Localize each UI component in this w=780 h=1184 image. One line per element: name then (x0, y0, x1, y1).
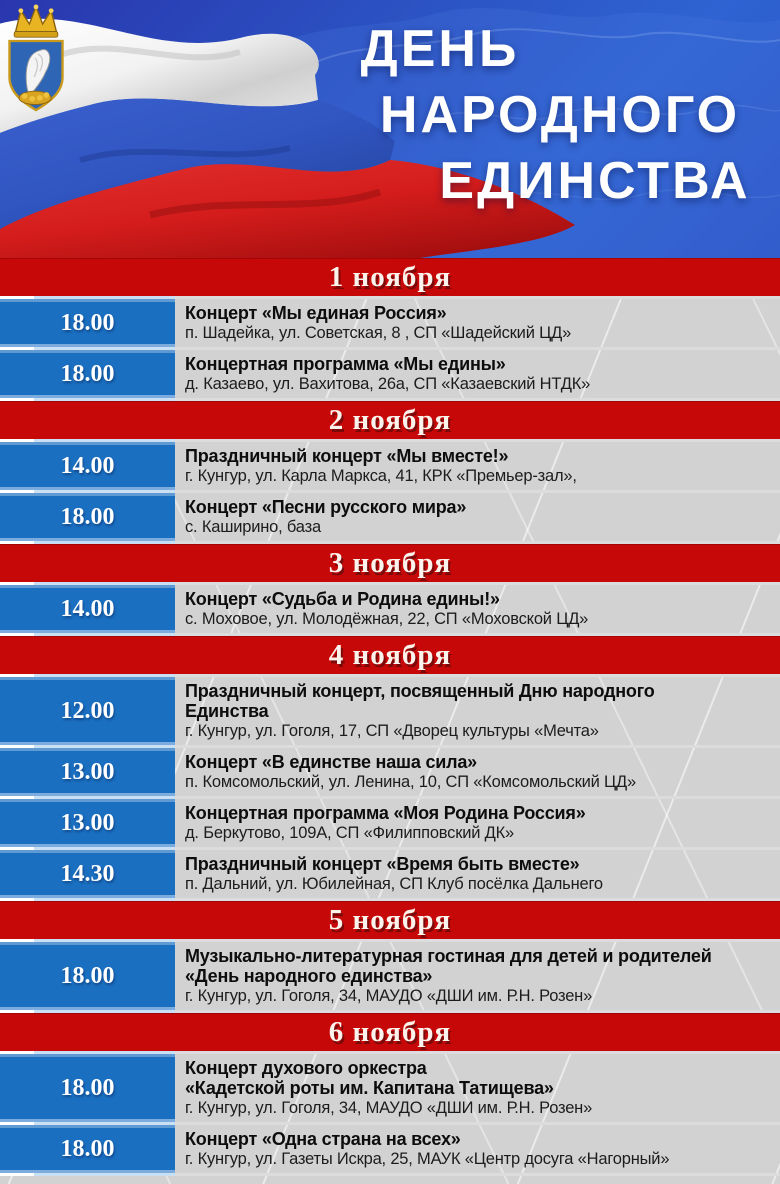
event-title: Концерт «Одна страна на всех» (185, 1129, 461, 1149)
event-time-badge (0, 493, 175, 541)
event-time: 18.00 (60, 503, 115, 530)
event-time-badge (0, 677, 175, 745)
event-details (175, 677, 780, 745)
event-row (0, 299, 780, 347)
event-title: Музыкально-литературная гостиная для детей и родителей «День народного единства» (185, 946, 712, 986)
event-time-badge (0, 850, 175, 898)
event-time-badge (0, 1125, 175, 1173)
event-title: Праздничный концерт «Время быть вместе» (185, 854, 580, 874)
day-date: 3 ноября (328, 547, 452, 579)
event-row (0, 442, 780, 490)
event-row (0, 1054, 780, 1122)
event-time: 14.00 (60, 452, 115, 479)
row-separator (0, 1173, 780, 1176)
title-line: ЕДИНСТВА (439, 152, 751, 210)
coat-of-arms-icon (0, 0, 72, 118)
day-banner (0, 636, 780, 674)
event-time: 18.00 (60, 309, 115, 336)
day-banner (0, 901, 780, 939)
event-title: Концертная программа «Моя Родина Россия» (185, 803, 586, 823)
event-row (0, 942, 780, 1010)
day-date: 2 ноября (328, 404, 452, 436)
event-location: п. Комсомольский, ул. Ленина, 10, СП «Комсомольский ЦД» (185, 773, 637, 791)
event-row (0, 748, 780, 796)
event-row (0, 850, 780, 898)
event-details (175, 942, 780, 1010)
event-details (175, 1125, 780, 1173)
event-time-badge (0, 942, 175, 1010)
event-details (175, 850, 780, 898)
event-details (175, 350, 780, 398)
event-title: Концертная программа «Мы едины» (185, 354, 506, 374)
day-date: 4 ноября (328, 639, 452, 671)
event-time: 18.00 (60, 1135, 115, 1162)
event-location: п. Дальний, ул. Юбилейная, СП Клуб посёлка Дальнего (185, 875, 603, 893)
event-time-badge (0, 1054, 175, 1122)
event-title: Концерт «Песни русского мира» (185, 497, 467, 517)
event-details (175, 585, 780, 633)
day-date: 5 ноября (328, 904, 452, 936)
event-title: Концерт «В единстве наша сила» (185, 752, 477, 772)
event-location: п. Шадейка, ул. Советская, 8 , СП «Шадейский ЦД» (185, 324, 572, 342)
event-location: г. Кунгур, ул. Гоголя, 17, СП «Дворец культуры «Мечта» (185, 722, 599, 740)
schedule (0, 258, 780, 1184)
event-row (0, 585, 780, 633)
event-row (0, 350, 780, 398)
event-details (175, 1054, 780, 1122)
title-line: ДЕНЬ (360, 20, 520, 78)
event-time: 14.00 (60, 595, 115, 622)
event-location: г. Кунгур, ул. Газеты Искра, 25, МАУК «Центр досуга «Нагорный» (185, 1150, 670, 1168)
day-banner (0, 401, 780, 439)
day-banner (0, 258, 780, 296)
event-time-badge (0, 350, 175, 398)
event-location: г. Кунгур, ул. Гоголя, 34, МАУДО «ДШИ им. Р.Н. Розен» (185, 1099, 593, 1117)
event-title: Концерт духового оркестра «Кадетской роты им. Капитана Татищева» (185, 1058, 554, 1098)
event-time: 18.00 (60, 360, 115, 387)
event-time-badge (0, 585, 175, 633)
event-details (175, 493, 780, 541)
event-row (0, 677, 780, 745)
event-title: Праздничный концерт, посвященный Дню народного Единства (185, 681, 655, 721)
event-time: 14.30 (60, 860, 115, 887)
event-title: Праздничный концерт «Мы вместе!» (185, 446, 509, 466)
day-banner (0, 1013, 780, 1051)
event-location: с. Моховое, ул. Молодёжная, 22, СП «Моховской ЦД» (185, 610, 589, 628)
event-location: д. Беркутово, 109А, СП «Филипповский ДК» (185, 824, 515, 842)
event-time: 18.00 (60, 1074, 115, 1101)
event-title: Концерт «Мы единая Россия» (185, 303, 447, 323)
event-time: 13.00 (60, 758, 115, 785)
event-location: с. Каширино, база (185, 518, 321, 536)
event-details (175, 299, 780, 347)
event-details (175, 442, 780, 490)
event-location: д. Казаево, ул. Вахитова, 26а, СП «Казаевский НТДК» (185, 375, 591, 393)
day-date: 1 ноября (328, 261, 452, 293)
event-time-badge (0, 748, 175, 796)
event-time-badge (0, 442, 175, 490)
poster-title (350, 16, 770, 214)
event-details (175, 799, 780, 847)
event-title: Концерт «Судьба и Родина едины!» (185, 589, 500, 609)
day-date: 6 ноября (328, 1016, 452, 1048)
day-banner (0, 544, 780, 582)
title-line: НАРОДНОГО (379, 86, 741, 144)
event-time: 12.00 (60, 697, 115, 724)
event-row (0, 799, 780, 847)
event-details (175, 748, 780, 796)
event-time: 18.00 (60, 962, 115, 989)
event-row (0, 1125, 780, 1173)
event-time-badge (0, 799, 175, 847)
event-location: г. Кунгур, ул. Карла Маркса, 41, КРК «Премьер-зал», (185, 467, 577, 485)
event-row (0, 493, 780, 541)
header-banner (0, 0, 780, 258)
event-time: 13.00 (60, 809, 115, 836)
event-location: г. Кунгур, ул. Гоголя, 34, МАУДО «ДШИ им. Р.Н. Розен» (185, 987, 593, 1005)
event-time-badge (0, 299, 175, 347)
